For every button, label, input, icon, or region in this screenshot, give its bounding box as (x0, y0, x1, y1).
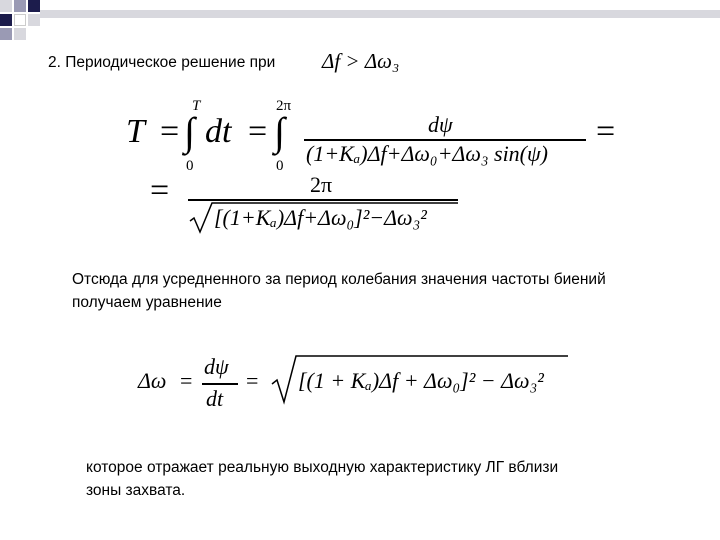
formula-freq-numerator: dψ (204, 354, 229, 379)
paragraph-1 (72, 268, 606, 314)
int1-upper: T (192, 98, 201, 114)
formula-eq-3: = (596, 113, 616, 150)
formula-eq-2: = (248, 113, 268, 150)
paragraph-2 (86, 456, 558, 502)
deco-square-7 (0, 28, 12, 40)
heading-text: 2. Периодическое решение при (48, 54, 276, 71)
deco-square-2 (14, 0, 26, 12)
deco-square-6 (28, 14, 40, 26)
formula-freq-radicand: [(1 + Kₐ)Δf + Δω₀]² − Δω₃² (298, 368, 544, 393)
deco-square-5 (14, 14, 26, 26)
formula-dt: dt (205, 113, 232, 150)
paragraph-2-line-1: которое отражает реальную выходную характеристику ЛГ вблизи (86, 459, 559, 476)
integral-sign-1: ∫ (184, 109, 195, 154)
formula-freq-bar (202, 383, 238, 385)
deco-square-3 (28, 0, 40, 12)
paragraph-1-line-1: Отсюда для усредненного за период колебания значения частоты биений (72, 271, 606, 288)
paragraph-1-line-2: получаем уравнение (72, 294, 222, 311)
formula-freq-lhs: Δω (138, 368, 167, 393)
fraction1-denominator: (1+Kₐ)Δf+Δω₀+Δω₃ sin(ψ) (306, 141, 548, 166)
deco-band (40, 10, 720, 18)
heading-condition: Δf > Δω₃ (322, 49, 400, 73)
formula-T: T (126, 113, 145, 150)
slide-decoration (0, 0, 720, 40)
formula-eq-4: = (150, 172, 170, 209)
int2-upper: 2π (276, 98, 292, 114)
paragraph-2-line-2: зоны захвата. (86, 482, 186, 499)
fraction2-denominator: [(1+Kₐ)Δf+Δω₀]²−Δω₃² (214, 205, 427, 230)
formula-freq-denominator: dt (206, 386, 224, 411)
formula-freq-eq-2: = (246, 368, 259, 393)
fraction2-numerator: 2π (310, 172, 333, 197)
int2-lower: 0 (276, 158, 284, 174)
integral-sign-2: ∫ (274, 109, 285, 154)
int1-lower: 0 (186, 158, 194, 174)
formula-eq-1: = (160, 113, 180, 150)
deco-square-4 (0, 14, 12, 26)
fraction1-numerator: dψ (428, 112, 453, 137)
deco-square-1 (0, 0, 12, 12)
deco-square-8 (14, 28, 26, 40)
formula-freq-eq-1: = (180, 368, 193, 393)
